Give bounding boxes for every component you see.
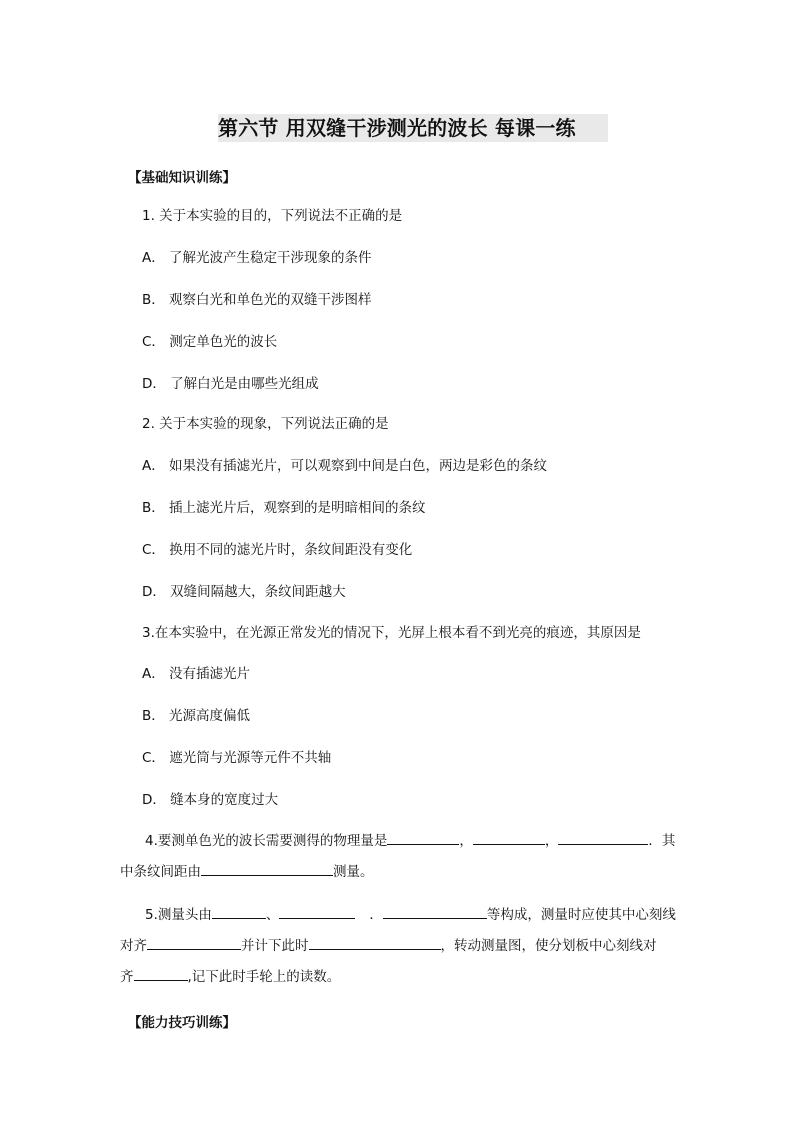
question-4-text: ．其 (648, 833, 676, 849)
answer-blank[interactable] (383, 904, 487, 919)
question-1-option-a: A． 了解光波产生稳定干涉现象的条件 (142, 250, 372, 266)
answer-blank[interactable] (387, 830, 459, 845)
answer-blank[interactable] (309, 935, 441, 950)
question-2-stem: 2. 关于本实验的现象，下列说法正确的是 (142, 416, 389, 432)
question-5-line-1 (145, 904, 676, 925)
question-5-text: 齐 (120, 969, 134, 985)
page-title: 第六节 用双缝干涉测光的波长 每课一练 (218, 114, 608, 142)
separator: ． (369, 907, 383, 923)
separator: ， (544, 833, 559, 849)
question-5-text: 5.测量头由 (145, 907, 212, 923)
question-2-option-b: B． 插上滤光片后，观察到的是明暗相间的条纹 (142, 500, 426, 516)
answer-blank[interactable] (201, 861, 333, 876)
question-1-option-b: B． 观察白光和单色光的双缝干涉图样 (142, 292, 372, 308)
answer-blank[interactable] (147, 935, 241, 950)
question-3-option-a: A． 没有插滤光片 (142, 666, 251, 682)
question-4-text: 中条纹间距由 (120, 864, 201, 880)
question-4-text: 测量。 (333, 864, 374, 880)
section-heading-basic: 【基础知识训练】 (128, 170, 236, 186)
question-5-text: 并计下此时 (241, 938, 309, 954)
question-1-stem: 1. 关于本实验的目的，下列说法不正确的是 (142, 208, 403, 224)
question-4-line-2 (120, 861, 374, 882)
question-3-stem: 3.在本实验中，在光源正常发光的情况下，光屏上根本看不到光亮的痕迹，其原因是 (142, 625, 641, 641)
answer-blank[interactable] (279, 904, 355, 919)
question-5-text: ，转动测量图，使分划板中心刻线对 (440, 938, 657, 954)
question-3-option-d: D． 缝本身的宽度过大 (142, 792, 279, 808)
question-2-option-c: C． 换用不同的滤光片时，条纹间距没有变化 (142, 542, 413, 558)
question-2-option-a: A． 如果没有插滤光片，可以观察到中间是白色，两边是彩色的条纹 (142, 458, 548, 474)
question-5-line-3 (120, 966, 340, 987)
question-5-text: 等构成，测量时应使其中心刻线 (486, 907, 676, 923)
question-2-option-d: D． 双缝间隔越大，条纹间距越大 (142, 584, 346, 600)
question-1-option-c: C． 测定单色光的波长 (142, 334, 278, 350)
answer-blank[interactable] (212, 904, 266, 919)
answer-blank[interactable] (134, 966, 188, 981)
question-4-text: 4.要测单色光的波长需要测得的物理量是 (145, 833, 388, 849)
separator: ， (459, 833, 473, 849)
answer-blank[interactable] (558, 830, 648, 845)
separator: 、 (265, 907, 280, 923)
question-5-text: 对齐 (120, 938, 147, 954)
question-5-text: ,记下此时手轮上的读数。 (187, 969, 341, 985)
section-heading-ability: 【能力技巧训练】 (128, 1015, 236, 1031)
question-3-option-c: C． 遮光筒与光源等元件不共轴 (142, 750, 332, 766)
question-5-line-2 (120, 935, 657, 956)
question-1-option-d: D． 了解白光是由哪些光组成 (142, 376, 319, 392)
answer-blank[interactable] (473, 830, 545, 845)
question-4-line-1 (145, 830, 675, 851)
question-3-option-b: B． 光源高度偏低 (142, 708, 251, 724)
